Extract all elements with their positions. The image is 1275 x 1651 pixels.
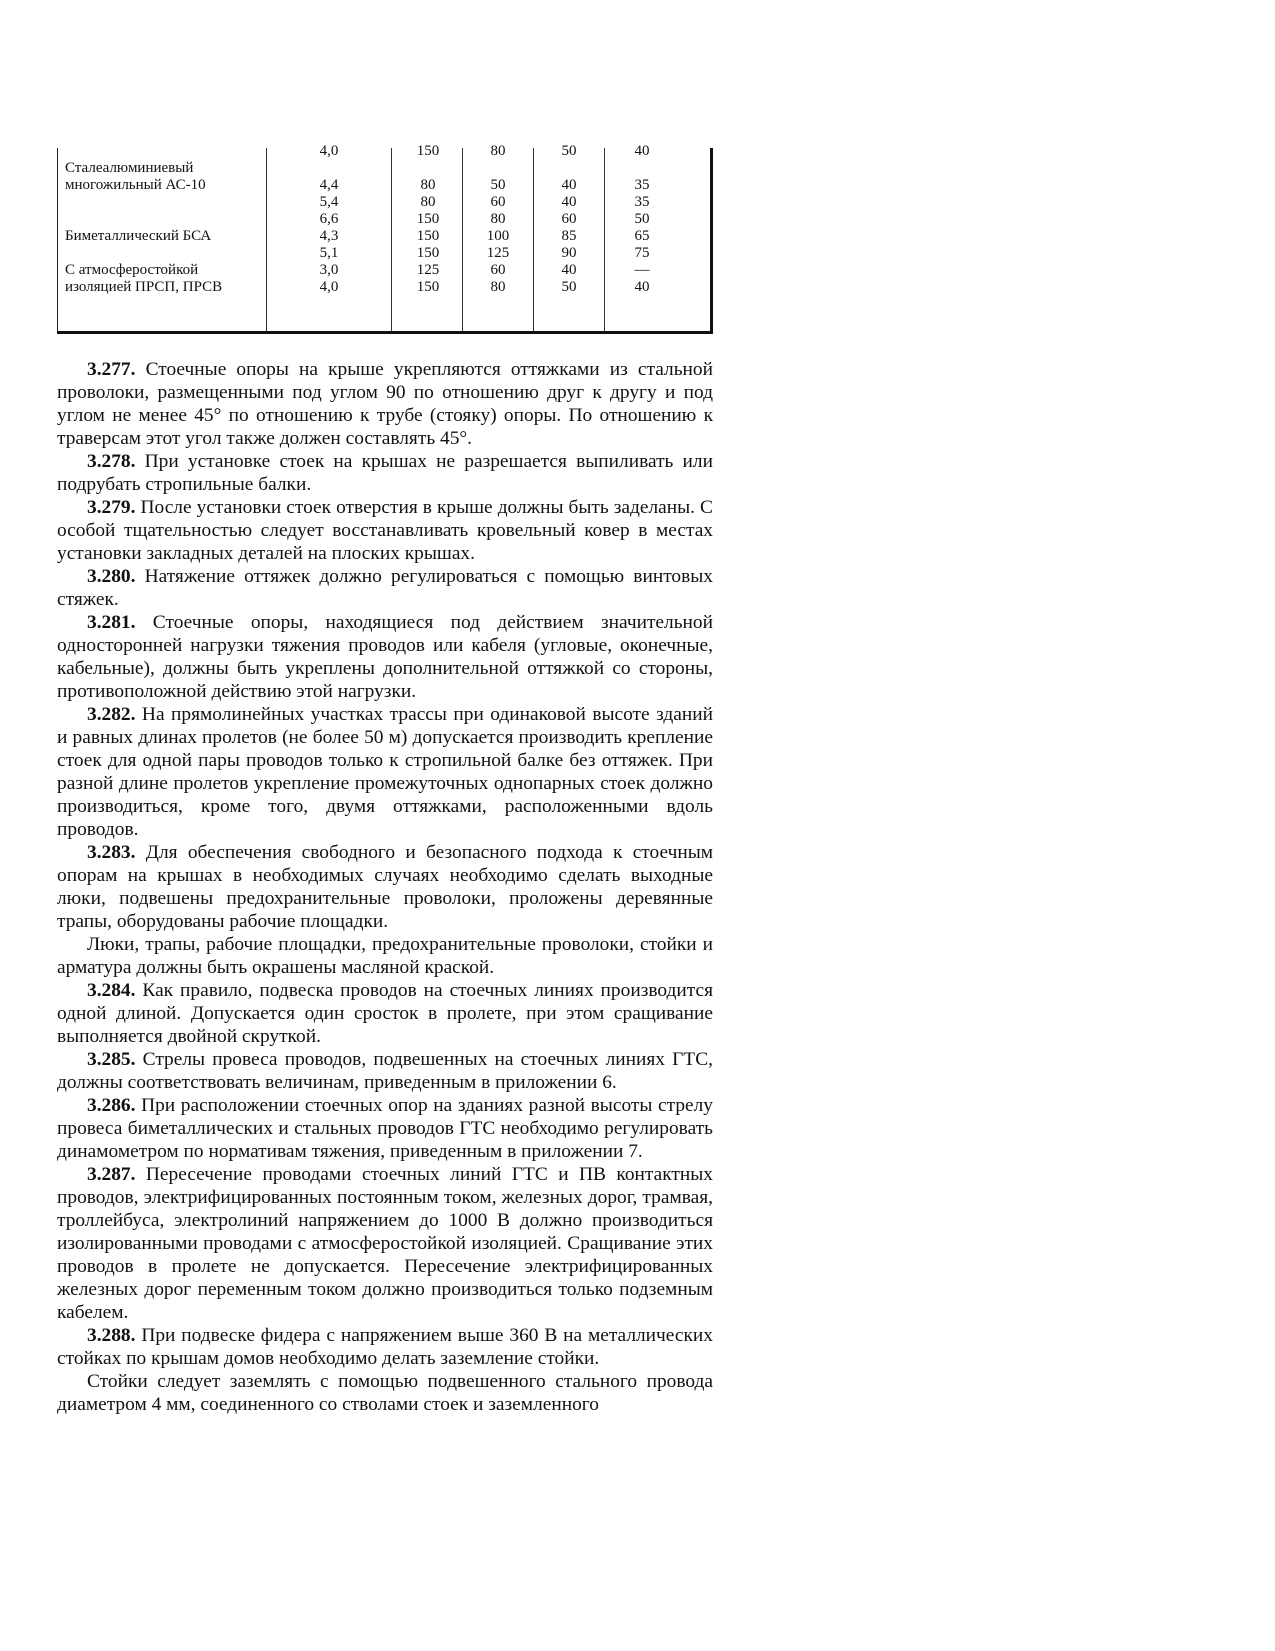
document-text: [57, 358, 713, 1416]
paragraph-text: При расположении стоечных опор на зданиях разной высоты стрелу провеса биметаллических и стальных проводов ГТС необходимо регулировать динамометром по нормативам тяжения, приведенным в приложении 7.: [57, 1095, 713, 1162]
table-cell-name: изоляцией ПРСП, ПРСВ: [65, 279, 223, 295]
table-cell: 150: [416, 211, 440, 227]
paragraph-text: Для обеспечения свободного и безопасного подхода к стоечным опорам на крышах в необходимых случаях необходимо сделать выходные люки, подвешены предохранительные проволоки, проложены деревянные трапы, оборудованы рабочие площадки.: [57, 842, 713, 932]
table-cell: 3,0: [319, 262, 339, 278]
table-cell: 6,6: [319, 211, 339, 227]
paragraph-number: 3.287.: [87, 1164, 136, 1185]
paragraph: [57, 841, 713, 933]
table-cell: 80: [420, 177, 436, 193]
table-cell: 150: [416, 228, 440, 244]
paragraph-number: 3.286.: [87, 1095, 136, 1116]
table-left-border: [57, 148, 58, 334]
table-cell: 90: [561, 245, 577, 261]
table-cell: 75: [634, 245, 650, 261]
paragraph-text: После установки стоек отверстия в крыше должны быть заделаны. С особой тщательностью следует восстанавливать кровельный ковер в местах установки закладных деталей на плоских крышах.: [57, 497, 713, 564]
table-cell: 80: [490, 279, 506, 295]
paragraph: [57, 1324, 713, 1370]
paragraph-text: Как правило, подвеска проводов на стоечных линиях производится одной длиной. Допускается один сросток в пролете, при этом сращивание выполняется двойной скруткой.: [57, 980, 713, 1047]
paragraph-text: Люки, трапы, рабочие площадки, предохранительные проволоки, стойки и арматура должны быть окрашены масляной краской.: [57, 934, 713, 978]
table-cell: 150: [416, 245, 440, 261]
table-bottom-border: [57, 331, 713, 334]
table-cell: 40: [634, 143, 650, 159]
paragraph-number: 3.278.: [87, 451, 136, 472]
table-cell: 125: [416, 262, 440, 278]
paragraph-number: 3.284.: [87, 980, 136, 1001]
table-cell: 80: [490, 211, 506, 227]
paragraph: [57, 1370, 713, 1416]
table-right-border: [710, 148, 713, 334]
paragraph-number: 3.285.: [87, 1049, 136, 1070]
paragraph: [57, 933, 713, 979]
wire-table: [57, 143, 713, 334]
table-cell: 4,0: [319, 143, 339, 159]
table-cell: 5,1: [319, 245, 339, 261]
table-cell: 40: [561, 177, 577, 193]
paragraph-text: Натяжение оттяжек должно регулироваться с помощью винтовых стяжек.: [57, 566, 713, 610]
table-cell: 40: [634, 279, 650, 295]
paragraph-text: Стойки следует заземлять с помощью подвешенного стального провода диаметром 4 мм, соединенного со стволами стоек и заземленного: [57, 1371, 713, 1415]
paragraph: [57, 565, 713, 611]
paragraph-text: Стрелы провеса проводов, подвешенных на стоечных линиях ГТС, должны соответствовать величинам, приведенным в приложении 6.: [57, 1049, 713, 1093]
table-cell: 100: [486, 228, 510, 244]
paragraph-text: На прямолинейных участках трассы при одинаковой высоте зданий и равных длинах пролетов (не более 50 м) допускается производить крепление стоек для одной пары проводов только к стропильной балке без оттяжек. При разной длине пролетов укрепление промежуточных однопарных стоек должно производиться, кроме того, двумя оттяжками, расположенными вдоль проводов.: [57, 704, 713, 840]
paragraph-text: При установке стоек на крышах не разрешается выпиливать или подрубать стропильные балки.: [57, 451, 713, 495]
table-cell: 4,4: [319, 177, 339, 193]
paragraph: [57, 703, 713, 841]
paragraph: [57, 1094, 713, 1163]
table-cell: 85: [561, 228, 577, 244]
paragraph-text: Стоечные опоры на крыше укрепляются оттяжками из стальной проволоки, размещенными под углом 90 по отношению друг к другу и под углом не менее 45° по отношению к трубе (стояку) опоры. По отношению к траверсам этот угол также должен составлять 45°.: [57, 359, 713, 449]
table-cell: 65: [634, 228, 650, 244]
table-cell: 4,3: [319, 228, 339, 244]
table-cell: 80: [420, 194, 436, 210]
paragraph-number: 3.288.: [87, 1325, 136, 1346]
table-cell: 40: [561, 194, 577, 210]
table-cell-name: С атмосферостойкой: [65, 262, 199, 278]
document-page: [57, 143, 713, 1415]
paragraph-text: Пересечение проводами стоечных линий ГТС и ПВ контактных проводов, электрифицированных постоянным током, железных дорог, трамвая, троллейбуса, электролиний напряжением до 1000 В должно производиться изолированными проводами с атмосферостойкой изоляцией. Сращивание этих проводов в пролете не допускается. Пересечение электрифицированных железных дорог переменным током должно производиться только подземным кабелем.: [57, 1164, 713, 1323]
table-cell: 4,0: [319, 279, 339, 295]
table-cell: 150: [416, 143, 440, 159]
table-cell: 50: [634, 211, 650, 227]
paragraph-number: 3.280.: [87, 566, 136, 587]
paragraph: [57, 1163, 713, 1324]
paragraph-number: 3.283.: [87, 842, 136, 863]
table-cell-name: Биметаллический БСА: [65, 228, 212, 244]
paragraph: [57, 611, 713, 703]
table-cell-name: Сталеалюминиевый: [65, 160, 194, 176]
table-cell: 5,4: [319, 194, 339, 210]
table-column-divider: [604, 148, 605, 331]
table-column-divider: [391, 148, 392, 331]
paragraph: [57, 979, 713, 1048]
paragraph: [57, 1048, 713, 1094]
table-cell: 80: [490, 143, 506, 159]
table-cell: 35: [634, 177, 650, 193]
table-cell: 50: [561, 279, 577, 295]
table-cell: 50: [561, 143, 577, 159]
table-cell-name: многожильный АС-10: [65, 177, 206, 193]
paragraph: [57, 358, 713, 450]
table-cell: 150: [416, 279, 440, 295]
paragraph-number: 3.277.: [87, 359, 136, 380]
paragraph-number: 3.279.: [87, 497, 136, 518]
paragraph-number: 3.281.: [87, 612, 136, 633]
paragraph-text: Стоечные опоры, находящиеся под действием значительной односторонней нагрузки тяжения проводов или кабеля (угловые, оконечные, кабельные), должны быть укреплены дополнительной оттяжкой со стороны, противоположной действию этой нагрузки.: [57, 612, 713, 702]
paragraph: [57, 496, 713, 565]
table-column-divider: [266, 148, 267, 331]
table-cell: 35: [634, 194, 650, 210]
table-cell: 125: [486, 245, 510, 261]
paragraph-number: 3.282.: [87, 704, 136, 725]
table-cell: —: [634, 262, 650, 278]
table-cell: 60: [490, 262, 506, 278]
paragraph: [57, 450, 713, 496]
paragraph-text: При подвеске фидера с напряжением выше 360 В на металлических стойках по крышам домов необходимо делать заземление стойки.: [57, 1325, 713, 1369]
table-cell: 40: [561, 262, 577, 278]
table-cell: 60: [561, 211, 577, 227]
table-cell: 50: [490, 177, 506, 193]
table-cell: 60: [490, 194, 506, 210]
